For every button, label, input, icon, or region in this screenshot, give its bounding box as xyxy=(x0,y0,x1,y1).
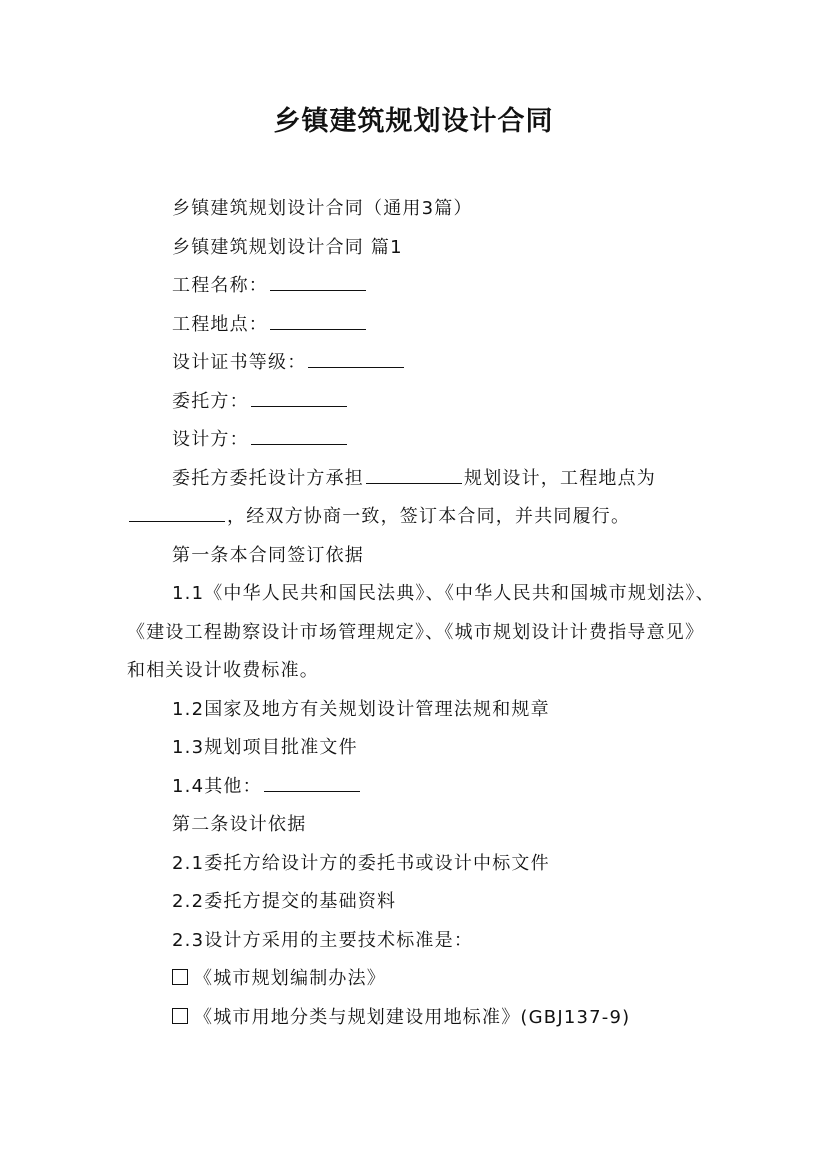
article-2-item-2-3: 2.3设计方采用的主要技术标准是： xyxy=(172,929,474,951)
article-1-item-1-2: 1.2国家及地方有关规划设计管理法规和规章 xyxy=(172,698,550,720)
project-name-line xyxy=(127,267,717,306)
designer-label: 设计方： xyxy=(172,429,249,450)
standard-checkbox-2-line xyxy=(127,999,717,1038)
article-1-item-1-4 xyxy=(127,768,717,807)
intro-part-3: ，经双方协商一致，签订本合同，并共同履行。 xyxy=(227,506,631,527)
article-2-item-2-1: 2.1委托方给设计方的委托书或设计中标文件 xyxy=(172,852,550,874)
article-2-heading: 第二条设计依据 xyxy=(172,814,307,835)
document-body xyxy=(127,190,717,1037)
designer-line xyxy=(127,421,717,460)
document-subtitle: 乡镇建筑规划设计合同（通用3篇） xyxy=(172,198,473,219)
other-blank[interactable] xyxy=(264,771,360,792)
article-2-item-2-2: 2.2委托方提交的基础资料 xyxy=(172,891,397,912)
project-location-label: 工程地点： xyxy=(172,313,268,335)
location-blank[interactable] xyxy=(129,501,225,522)
intro-part-1: 委托方委托设计方承担 xyxy=(172,467,364,489)
intro-paragraph xyxy=(127,460,717,537)
client-blank[interactable] xyxy=(251,386,347,407)
project-location-blank[interactable] xyxy=(270,309,366,330)
planning-project-blank[interactable] xyxy=(366,463,462,484)
article-1-item-1-3: 1.3规划项目批准文件 xyxy=(172,737,358,758)
intro-part-2: 规划设计，工程地点为 xyxy=(464,467,656,489)
standard-checkbox-1-label: 《城市规划编制办法》 xyxy=(194,968,386,989)
project-name-label: 工程名称： xyxy=(172,275,268,296)
standard-checkbox-2-label: 《城市用地分类与规划建设用地标准》(GBJ137-9) xyxy=(194,1006,631,1028)
certificate-level-label: 设计证书等级： xyxy=(172,352,307,373)
standard-checkbox-1[interactable] xyxy=(172,969,188,985)
standard-checkbox-2[interactable] xyxy=(172,1008,188,1024)
section-heading: 乡镇建筑规划设计合同 篇1 xyxy=(172,236,403,258)
standard-checkbox-1-line xyxy=(127,960,717,999)
article-1-heading: 第一条本合同签订依据 xyxy=(172,544,364,566)
project-name-blank[interactable] xyxy=(270,270,366,291)
other-label: 1.4其他： xyxy=(172,775,262,797)
document-title: 乡镇建筑规划设计合同 xyxy=(273,106,554,137)
certificate-level-line xyxy=(127,344,717,383)
client-line xyxy=(127,383,717,422)
designer-blank[interactable] xyxy=(251,424,347,445)
project-location-line xyxy=(127,306,717,345)
article-1-item-1-1: 1.1《中华人民共和国民法典》、《中华人民共和国城市规划法》、《建设工程勘察设计市场管理规定》、《城市规划设计计费指导意见》和相关设计收费标准。 xyxy=(127,583,715,681)
certificate-level-blank[interactable] xyxy=(308,347,404,368)
client-label: 委托方： xyxy=(172,390,249,412)
